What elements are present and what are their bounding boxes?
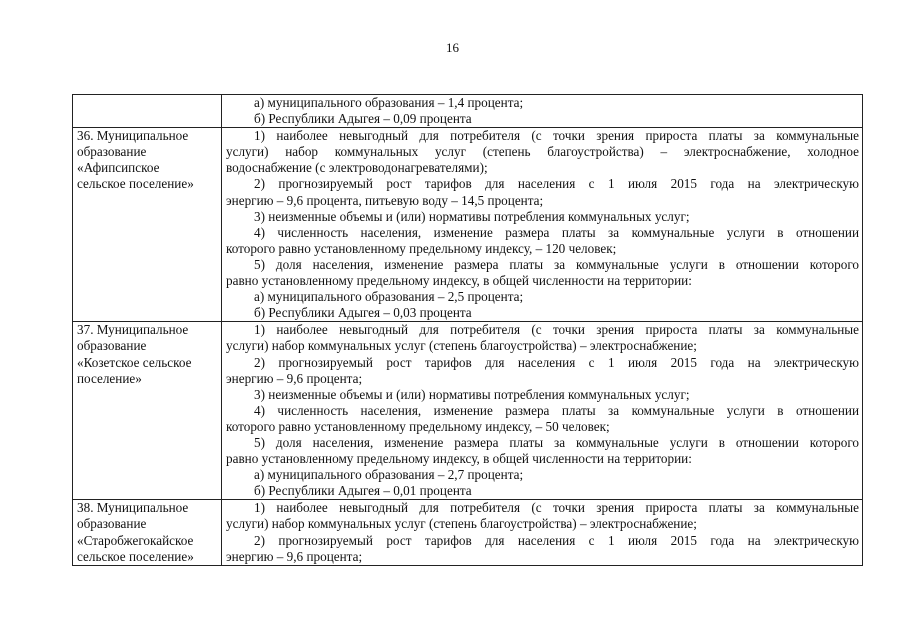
paragraph-line: услуги) набор коммунальных услуг (степень благоустройства) – электроснабжение; xyxy=(226,516,697,532)
paragraph-line: энергию – 9,6 процента; xyxy=(226,370,363,386)
paragraph-line: 2) прогнозируемый рост тарифов для населения с 1 июля 2015 года на электрическую xyxy=(254,532,859,548)
page-number: 16 xyxy=(446,40,459,55)
paragraph-line: равно установленному предельному индексу, в общей численности на территории: xyxy=(226,273,692,289)
paragraph-line: 2) прогнозируемый рост тарифов для населения с 1 июля 2015 года на электрическую xyxy=(254,354,859,370)
numbered-paragraph xyxy=(226,533,859,565)
paragraph-line: 1) наиболее невыгодный для потребителя (с точки зрения прироста платы за коммунальные xyxy=(254,322,859,338)
table-row xyxy=(73,500,863,565)
numbered-paragraph xyxy=(226,128,859,176)
numbered-paragraph xyxy=(226,435,859,467)
paragraph-line: 4) численность населения, изменение размера платы за коммунальные услуги в отношении xyxy=(254,224,859,240)
municipality-name-line: 36. Муниципальное xyxy=(77,128,189,144)
paragraph-line: 5) доля населения, изменение размера платы за коммунальные услуги в отношении которого xyxy=(254,256,859,272)
paragraph-line: равно установленному предельному индексу, в общей численности на территории: xyxy=(226,451,692,467)
paragraph-line: водоснабжение (с электроводонагревателями); xyxy=(226,160,488,176)
sub-item: б) Республики Адыгея – 0,01 процента xyxy=(254,483,472,499)
table-row xyxy=(73,322,863,500)
conditions-cell xyxy=(222,95,863,128)
municipality-name-cell xyxy=(73,95,222,128)
municipality-name-line: 38. Муниципальное xyxy=(77,500,189,516)
numbered-paragraph xyxy=(226,225,859,257)
municipality-name-line: «Козетское сельское xyxy=(77,354,192,370)
sub-item: б) Республики Адыгея – 0,09 процента xyxy=(254,111,472,127)
municipality-name-line: 37. Муниципальное xyxy=(77,322,189,338)
table-body xyxy=(73,95,863,566)
municipality-name-line: образование xyxy=(77,516,147,532)
municipality-name-line: образование xyxy=(77,338,147,354)
municipality-name-line: поселение» xyxy=(77,370,142,386)
municipality-name-line: сельское поселение» xyxy=(77,548,194,564)
sub-item: а) муниципального образования – 2,5 процента; xyxy=(254,289,524,305)
sub-item: а) муниципального образования – 2,7 процента; xyxy=(254,467,524,483)
numbered-paragraph xyxy=(226,403,859,435)
numbered-paragraph xyxy=(226,355,859,387)
municipality-name-line: «Афипсипское xyxy=(77,160,160,176)
numbered-paragraph xyxy=(226,387,859,403)
conditions-cell xyxy=(222,128,863,322)
table-row xyxy=(73,128,863,322)
conditions-cell xyxy=(222,322,863,500)
municipality-name-line: образование xyxy=(77,144,147,160)
paragraph-line: которого равно установленному предельному индексу, – 50 человек; xyxy=(226,418,610,434)
paragraph-line: 1) наиболее невыгодный для потребителя (с точки зрения прироста платы за коммунальные xyxy=(254,500,859,516)
paragraph-line: 3) неизменные объемы и (или) нормативы потребления коммунальных услуг; xyxy=(254,208,690,224)
numbered-paragraph xyxy=(226,322,859,354)
paragraph-line: услуги) набор коммунальных услуг (степень благоустройства) – электроснабжение; xyxy=(226,338,697,354)
paragraph-line: услуги) набор коммунальных услуг (степень благоустройства) – электроснабжение, холодное xyxy=(226,144,859,160)
numbered-paragraph xyxy=(226,257,859,289)
conditions-cell xyxy=(222,500,863,565)
numbered-paragraph xyxy=(226,209,859,225)
paragraph-line: 4) численность населения, изменение размера платы за коммунальные услуги в отношении xyxy=(254,402,859,418)
paragraph-line: 1) наиболее невыгодный для потребителя (с точки зрения прироста платы за коммунальные xyxy=(254,128,859,144)
paragraph-line: 5) доля населения, изменение размера платы за коммунальные услуги в отношении которого xyxy=(254,434,859,450)
numbered-paragraph xyxy=(226,176,859,208)
table-row xyxy=(73,95,863,128)
municipality-name-line: сельское поселение» xyxy=(77,176,194,192)
municipality-name-line: «Старобжегокайское xyxy=(77,532,194,548)
paragraph-line: 3) неизменные объемы и (или) нормативы потребления коммунальных услуг; xyxy=(254,386,690,402)
municipality-name-cell xyxy=(73,128,222,322)
paragraph-line: энергию – 9,6 процента; xyxy=(226,548,363,564)
sub-item: б) Республики Адыгея – 0,03 процента xyxy=(254,305,472,321)
municipal-tariff-table xyxy=(72,94,863,566)
municipality-name-cell xyxy=(73,500,222,565)
paragraph-line: энергию – 9,6 процента, питьевую воду – 14,5 процента; xyxy=(226,192,544,208)
paragraph-line: которого равно установленному предельному индексу, – 120 человек; xyxy=(226,240,617,256)
numbered-paragraph xyxy=(226,500,859,532)
sub-item: а) муниципального образования – 1,4 процента; xyxy=(254,95,524,110)
paragraph-line: 2) прогнозируемый рост тарифов для населения с 1 июля 2015 года на электрическую xyxy=(254,176,859,192)
municipality-name-cell xyxy=(73,322,222,500)
